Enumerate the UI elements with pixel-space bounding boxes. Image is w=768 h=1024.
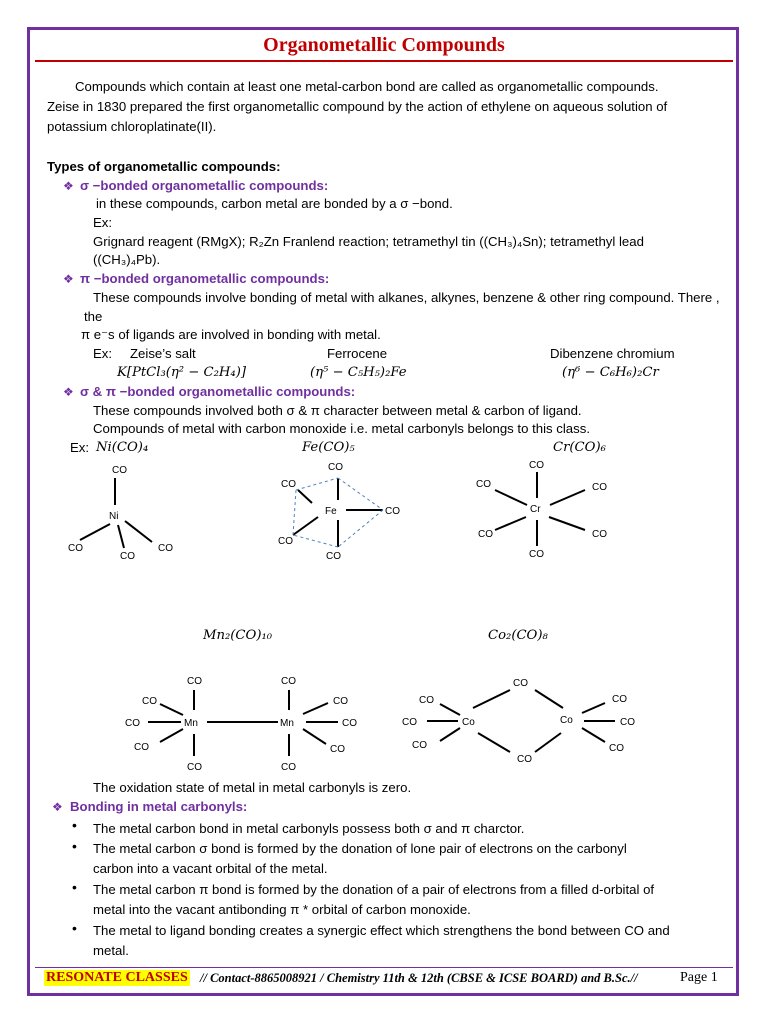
footer-contact: // Contact-8865008921 / Chemistry 11th & 12th (CBSE & ICSE BOARD) and B.Sc.// bbox=[200, 971, 638, 985]
co-label: CO bbox=[476, 479, 491, 490]
bonding-point-1: The metal carbon bond in metal carbonyls possess both σ and π charctor. bbox=[93, 821, 525, 836]
pi-desc-2: the bbox=[84, 309, 103, 324]
pi-desc-1: These compounds involve bonding of metal with alkanes, alkynes, benzene & other ring compound. There , bbox=[93, 290, 720, 305]
co-label: CO bbox=[158, 543, 173, 554]
page-title: Organometallic Compounds bbox=[263, 34, 505, 56]
diamond-bullet-icon: ❖ bbox=[52, 800, 63, 814]
dibenzene-formula: (η⁶ − C₆H₆)₂Cr bbox=[562, 365, 659, 380]
mn-label: Mn bbox=[280, 718, 294, 729]
co-label: CO bbox=[402, 717, 417, 728]
co-label: CO bbox=[342, 718, 357, 729]
cobalt-label: Co bbox=[560, 715, 573, 726]
co-label: CO bbox=[142, 696, 157, 707]
page-number: Page 1 bbox=[680, 970, 718, 985]
cr-carbonyl-formula: Cr(CO)₆ bbox=[553, 440, 606, 455]
sigma-desc: in these compounds, carbon metal are bonded by a σ −bond. bbox=[96, 196, 453, 211]
sigmapi-ex: Ex: bbox=[70, 440, 90, 455]
zeise-name: Zeise’s salt bbox=[130, 346, 196, 361]
ni-label: Ni bbox=[109, 511, 119, 522]
co-label: CO bbox=[412, 740, 427, 751]
co-label: CO bbox=[326, 551, 341, 562]
sigmapi-heading: σ & π −bonded organometallic compounds: bbox=[80, 384, 356, 399]
bullet-icon: • bbox=[72, 920, 77, 936]
ni-carbonyl-formula: Ni(CO)₄ bbox=[96, 440, 149, 455]
co-label: CO bbox=[612, 694, 627, 705]
oxidation-state: The oxidation state of metal in metal carbonyls is zero. bbox=[93, 780, 412, 795]
co-label: CO bbox=[513, 678, 528, 689]
co-label: CO bbox=[134, 742, 149, 753]
bonding-point-3b: metal into the vacant antibonding π * orbital of carbon monoxide. bbox=[93, 902, 471, 917]
bonding-point-2a: The metal carbon σ bond is formed by the donation of lone pair of electrons on the carbonyl bbox=[93, 841, 627, 856]
diamond-bullet-icon: ❖ bbox=[63, 179, 74, 193]
co-label: CO bbox=[328, 462, 343, 473]
pi-ex: Ex: bbox=[93, 346, 113, 361]
cobalt-label: Co bbox=[462, 717, 475, 728]
mn-label: Mn bbox=[184, 718, 198, 729]
bonding-point-4b: metal. bbox=[93, 943, 129, 958]
co-label: CO bbox=[592, 482, 607, 493]
fe-carbonyl-formula: Fe(CO)₅ bbox=[302, 440, 355, 455]
co-label: CO bbox=[419, 695, 434, 706]
intro-line-2: Zeise in 1830 prepared the first organometallic compound by the action of ethylene on aqueous solution of bbox=[47, 99, 668, 114]
co-label: CO bbox=[281, 479, 296, 490]
zeise-formula: K[PtCl₃(η² − C₂H₄)] bbox=[117, 365, 246, 380]
co-label: CO bbox=[333, 696, 348, 707]
co-label: CO bbox=[385, 506, 400, 517]
intro-line-3: potassium chloroplatinate(II). bbox=[47, 119, 217, 134]
diamond-bullet-icon: ❖ bbox=[63, 385, 74, 399]
co-label: CO bbox=[120, 551, 135, 562]
co-label: CO bbox=[529, 460, 544, 471]
co-label: CO bbox=[609, 743, 624, 754]
intro-line-1: Compounds which contain at least one metal-carbon bond are called as organometallic compounds. bbox=[75, 79, 659, 94]
sigmapi-desc-1: These compounds involved both σ & π character between metal & carbon of ligand. bbox=[93, 403, 582, 418]
sigma-heading: σ −bonded organometallic compounds: bbox=[80, 178, 329, 193]
bonding-point-3a: The metal carbon π bond is formed by the donation of a pair of electrons from a filled d-orbital of bbox=[93, 882, 655, 897]
co-label: CO bbox=[478, 529, 493, 540]
bonding-heading: Bonding in metal carbonyls: bbox=[70, 799, 248, 814]
fe-label: Fe bbox=[325, 506, 337, 517]
co-label: CO bbox=[187, 762, 202, 773]
co-label: CO bbox=[281, 676, 296, 687]
sigma-ex: Ex: bbox=[93, 215, 113, 230]
footer-rule bbox=[35, 967, 733, 968]
bullet-icon: • bbox=[72, 838, 77, 854]
co-label: CO bbox=[620, 717, 635, 728]
co-label: CO bbox=[281, 762, 296, 773]
sigma-lead: ((CH₃)₄Pb). bbox=[93, 252, 161, 267]
sigmapi-desc-2: Compounds of metal with carbon monoxide i.e. metal carbonyls belongs to this class. bbox=[93, 421, 590, 436]
cr-label: Cr bbox=[530, 504, 541, 515]
dibenzene-name: Dibenzene chromium bbox=[550, 346, 675, 361]
co-label: CO bbox=[592, 529, 607, 540]
co-label: CO bbox=[278, 536, 293, 547]
bullet-icon: • bbox=[72, 817, 77, 833]
co-label: CO bbox=[68, 543, 83, 554]
footer-brand: RESONATE CLASSES bbox=[46, 970, 188, 985]
mn-carbonyl-formula: Mn₂(CO)₁₀ bbox=[203, 628, 273, 643]
pi-desc-3: π e⁻s of ligands are involved in bonding with metal. bbox=[81, 327, 381, 342]
bonding-point-4a: The metal to ligand bonding creates a synergic effect which strengthens the bond between CO and bbox=[93, 923, 670, 938]
types-heading: Types of organometallic compounds: bbox=[47, 159, 281, 174]
bonding-point-2b: carbon into a vacant orbital of the metal. bbox=[93, 861, 328, 876]
bullet-icon: • bbox=[72, 879, 77, 895]
pi-heading: π −bonded organometallic compounds: bbox=[80, 271, 330, 286]
sigma-grignard: Grignard reagent (RMgX); R₂Zn Franlend reaction; tetramethyl tin ((CH₃)₄Sn); tetramethyl lead bbox=[93, 234, 644, 249]
co-label: CO bbox=[112, 465, 127, 476]
diamond-bullet-icon: ❖ bbox=[63, 272, 74, 286]
co-carbonyl-formula: Co₂(CO)₈ bbox=[488, 628, 548, 643]
ferrocene-formula: (η⁵ − C₅H₅)₂Fe bbox=[310, 365, 407, 380]
co-label: CO bbox=[187, 676, 202, 687]
co-label: CO bbox=[517, 754, 532, 765]
co-label: CO bbox=[529, 549, 544, 560]
co-label: CO bbox=[330, 744, 345, 755]
ferrocene-name: Ferrocene bbox=[327, 346, 388, 361]
co-label: CO bbox=[125, 718, 140, 729]
